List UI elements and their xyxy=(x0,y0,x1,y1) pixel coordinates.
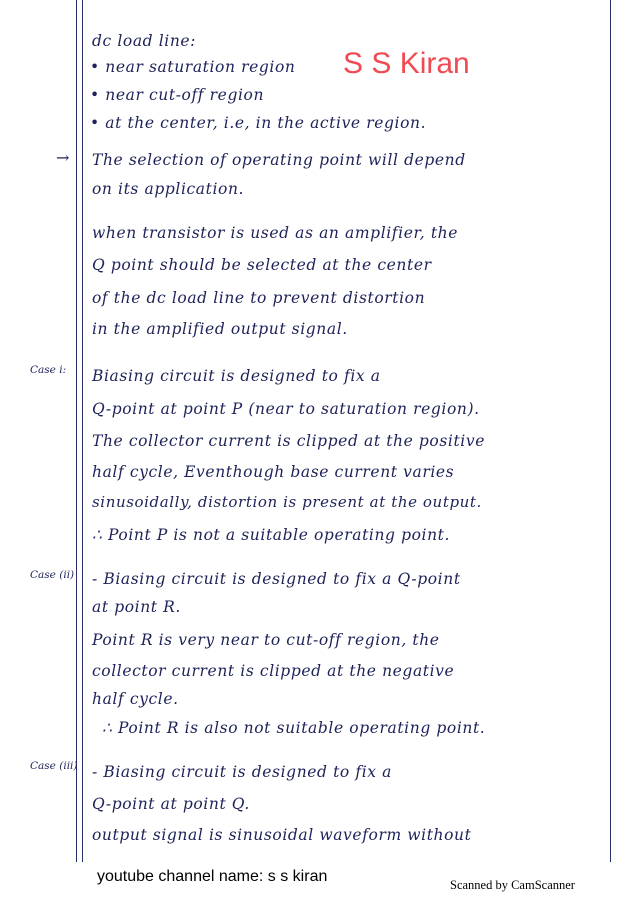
note-line: ∴ Point P is not a suitable operating point. xyxy=(92,526,451,544)
note-line: Point R is very near to cut-off region, the xyxy=(92,631,440,649)
note-line: - Biasing circuit is designed to fix a Q-point xyxy=(92,570,461,588)
scanner-credit: Scanned by CamScanner xyxy=(450,878,575,892)
margin-line-right xyxy=(610,0,611,862)
note-line: Q-point at point P (near to saturation region). xyxy=(92,400,480,418)
note-line: sinusoidally, distortion is present at the output. xyxy=(92,493,482,511)
note-line: The selection of operating point will depend xyxy=(92,151,466,169)
note-line: • at the center, i.e, in the active region. xyxy=(90,114,427,132)
note-line: at point R. xyxy=(92,598,181,616)
note-line: Biasing circuit is designed to fix a xyxy=(92,367,381,385)
margin-line-left-inner xyxy=(82,0,83,862)
case-label: Case (iii) xyxy=(30,760,78,772)
note-line: in the amplified output signal. xyxy=(92,320,348,338)
arrow-icon: → xyxy=(56,148,70,167)
case-label: Case (ii) xyxy=(30,569,75,581)
watermark: S S Kiran xyxy=(343,47,470,80)
margin-line-left-outer xyxy=(76,0,77,862)
note-line: - Biasing circuit is designed to fix a xyxy=(92,763,392,781)
note-line: when transistor is used as an amplifier, the xyxy=(92,224,459,242)
note-line: The collector current is clipped at the positive xyxy=(92,432,485,450)
note-line: • near saturation region xyxy=(90,58,296,76)
youtube-channel-caption: youtube channel name: s s kiran xyxy=(97,868,328,885)
note-line: • near cut-off region xyxy=(90,86,265,104)
note-line: ∴ Point R is also not suitable operating point. xyxy=(102,719,486,737)
note-line: output signal is sinusoidal waveform without xyxy=(92,826,472,844)
note-line-heading: dc load line: xyxy=(92,32,197,50)
note-line: on its application. xyxy=(92,180,245,198)
note-line: half cycle, Eventhough base current varies xyxy=(92,463,455,481)
case-label: Case i: xyxy=(30,364,67,376)
note-line: collector current is clipped at the negative xyxy=(92,662,455,680)
note-line: Q-point at point Q. xyxy=(92,795,250,813)
note-line: of the dc load line to prevent distortion xyxy=(92,289,426,307)
note-line: Q point should be selected at the center xyxy=(92,256,432,274)
note-line: half cycle. xyxy=(92,690,179,708)
